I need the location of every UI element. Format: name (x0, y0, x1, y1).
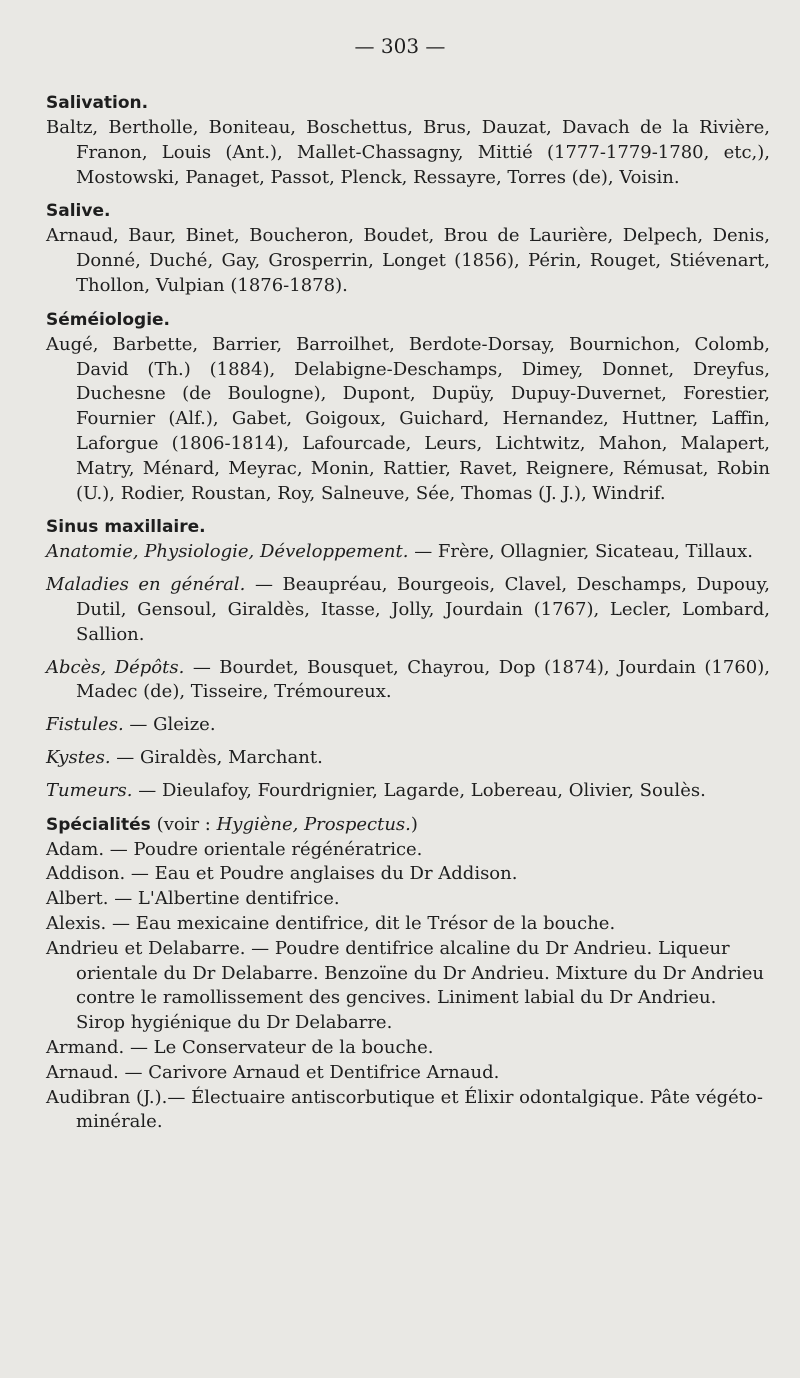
subsection-entry (46, 573, 770, 647)
entry-text: Baltz, Bertholle, Boniteau, Boschettus, Brus, Dauzat, Davach de la Rivière, Franon, Louis (Ant.), Mallet-Chassagny, Mittié (1777-1779-1780, etc,), Mostowski, Panaget, Passot, Plenck, Ressayre, Torres (de), Voisin. (46, 117, 770, 188)
subsection-entry (46, 779, 770, 804)
subsection-label: Maladies en général. (46, 574, 246, 596)
entry-text: — Gleize. (129, 714, 216, 736)
entry-text: — Bourdet, Bousquet, Chayrou, Dop (1874), Jourdain (1760), Madec (de), Tisseire, Trémoureux. (76, 656, 770, 703)
page-number: — 303 — (354, 34, 446, 58)
specialite-entry: Arnaud. — Carivore Arnaud et Dentifrice Arnaud. (46, 1061, 500, 1083)
subsection-label: Abcès, Dépôts. (46, 656, 185, 678)
note-prefix: (voir : (156, 813, 217, 835)
specialite-entry: Audibran (J.).— Électuaire antiscorbutique et Élixir odontalgique. Pâte végéto-minérale. (46, 1086, 763, 1133)
subsection-label: Anatomie, Physiologie, Développement. (46, 541, 409, 563)
specialite-entry: Armand. — Le Conservateur de la bouche. (46, 1036, 434, 1058)
entry-text: Augé, Barbette, Barrier, Barroilhet, Berdote-Dorsay, Bournichon, Colomb, David (Th.) (1884), Delabigne-Deschamps, Dimey, Donnet, Dreyfus, Duchesne (de Boulogne), Dupont, Dupüy, Dupuy-Duvernet, Forestier, Fournier (Alf.), Gabet, Goigoux, Guichard, Hernandez, Huttner, Laffin, Laforgue (1806-1814), Lafourcade, Leurs, Lichtwitz, Mahon, Malapert, Matry, Ménard, Meyrac, Monin, Rattier, Ravet, Reignere, Rémusat, Robin (U.), Rodier, Roustan, Roy, Salneuve, Sée, Thomas (J. J.), Windrif. (46, 333, 770, 504)
subsection-label: Fistules. (46, 714, 124, 736)
subsection-label: Tumeurs. (46, 779, 133, 801)
entry-text: Arnaud, Baur, Binet, Boucheron, Boudet, Brou de Laurière, Delpech, Denis, Donné, Duché, Gay, Grosperrin, Longet (1856), Périn, Rouget, Stiévenart, Thollon, Vulpian (1876-1878). (46, 225, 770, 296)
entry-text: — Frère, Ollagnier, Sicateau, Tillaux. (414, 541, 753, 563)
specialites-note (157, 814, 418, 835)
note-italic: Hygiène, Prospectus. (216, 813, 411, 835)
specialite-entry: Albert. — L'Albertine dentifrice. (46, 888, 340, 910)
specialite-entry: Addison. — Eau et Poudre anglaises du Dr Addison. (46, 863, 518, 885)
section-heading: Salivation. (46, 93, 149, 113)
subsection-entry (46, 656, 770, 706)
subsection-entry (46, 746, 770, 771)
specialite-entry: Andrieu et Delabarre. — Poudre dentifrice alcaline du Dr Andrieu. Liqueur orientale du Dr Delabarre. Benzoïne du Dr Andrieu. Mixture du Dr Andrieu contre le ramollissement des gencives. Liniment labial du Dr Andrieu. Sirop hygiénique du Dr Delabarre. (46, 937, 764, 1034)
section-heading: Sinus maxillaire. (46, 517, 206, 538)
section-heading: Séméiologie. (46, 309, 171, 330)
subsection-entry (46, 713, 770, 738)
section-heading: Salive. (46, 201, 111, 222)
note-suffix: ) (410, 813, 418, 835)
specialites-heading (46, 812, 770, 838)
entry-text: — Beaupréau, Bourgeois, Clavel, Deschamps, Dupouy, Dutil, Gensoul, Giraldès, Itasse, Jolly, Jourdain (1767), Lecler, Lombard, Sallion. (76, 574, 770, 645)
entry-text: — Dieulafoy, Fourdrignier, Lagarde, Lobereau, Olivier, Soulès. (138, 779, 706, 801)
specialite-entry: Alexis. — Eau mexicaine dentifrice, dit le Trésor de la bouche. (46, 912, 616, 934)
subsection-label: Kystes. (46, 746, 111, 768)
subsection-entry (46, 540, 770, 565)
entry-text: — Giraldès, Marchant. (116, 746, 323, 768)
specialite-entry: Adam. — Poudre orientale régénératrice. (46, 838, 423, 860)
specialites-title: Spécialités (46, 814, 151, 835)
page-content (46, 84, 770, 1135)
